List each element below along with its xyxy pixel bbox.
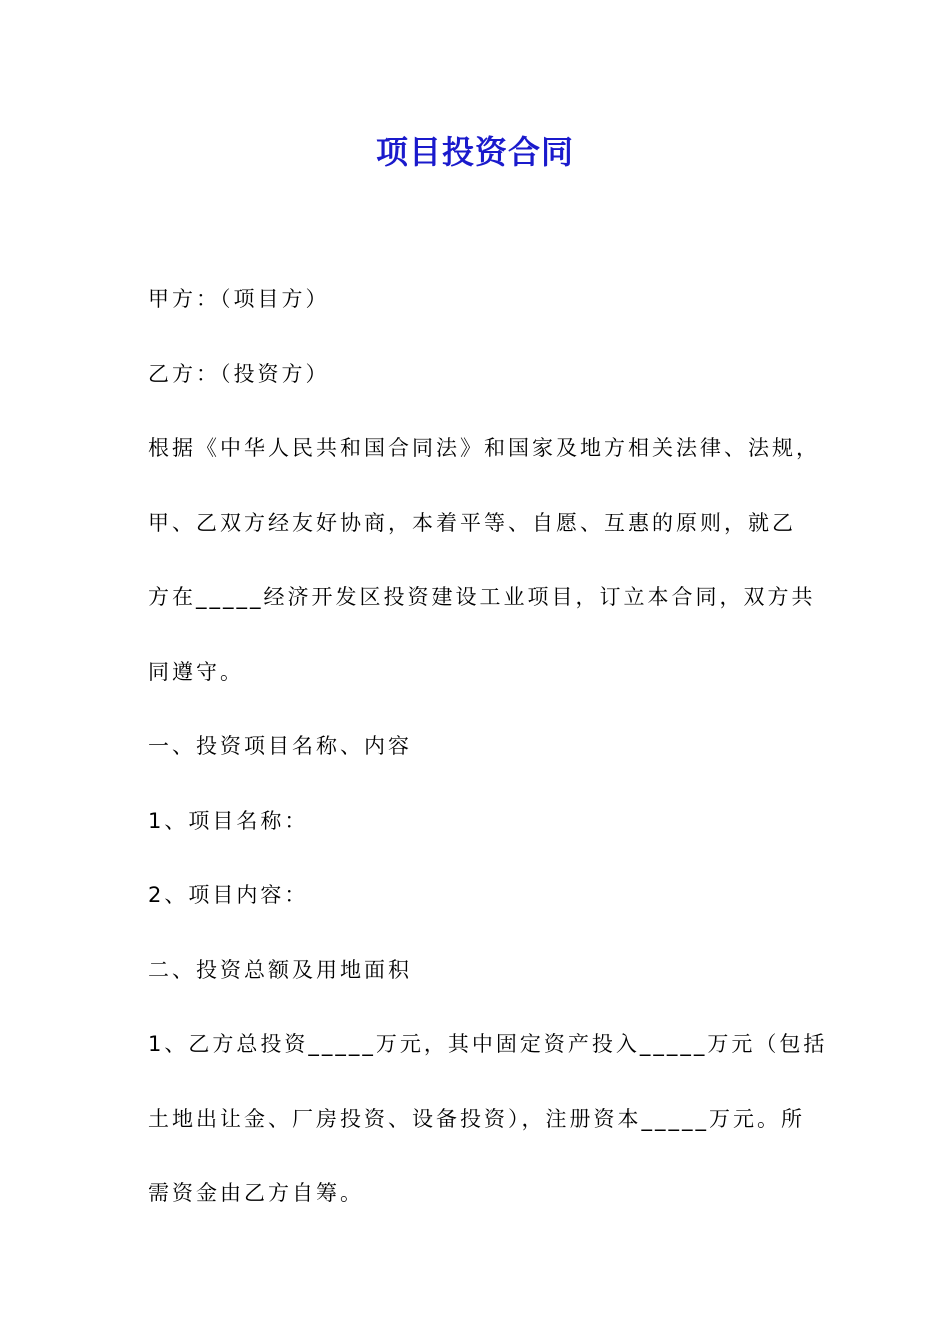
section-heading-1: 一、投资项目名称、内容 [148, 734, 412, 758]
document-body [148, 262, 828, 1231]
preamble-line-1: 根据《中华人民共和国合同法》和国家及地方相关法律、法规， [148, 436, 820, 460]
document-title: 项目投资合同 [375, 133, 574, 171]
preamble-line-4: 同遵守。 [148, 659, 244, 684]
preamble-line-2: 甲、乙双方经友好协商，本着平等、自愿、互惠的原则，就乙 [148, 510, 796, 535]
investment-line-3: 需资金由乙方自筹。 [148, 1181, 364, 1205]
investment-line-2: 土地出让金、厂房投资、设备投资），注册资本_____万元。所 [148, 1106, 805, 1131]
investment-line-1: 1、乙方总投资_____万元，其中固定资产投入_____万元（包括 [148, 1032, 828, 1056]
preamble-line-3: 方在_____经济开发区投资建设工业项目，订立本合同，双方共 [148, 585, 816, 609]
project-name-line: 1、项目名称： [148, 808, 309, 833]
project-content-line: 2、项目内容： [148, 883, 309, 907]
party-b-line: 乙方：（投资方） [148, 361, 330, 386]
party-a-line: 甲方：（项目方） [148, 287, 330, 311]
section-heading-2: 二、投资总额及用地面积 [148, 957, 412, 982]
